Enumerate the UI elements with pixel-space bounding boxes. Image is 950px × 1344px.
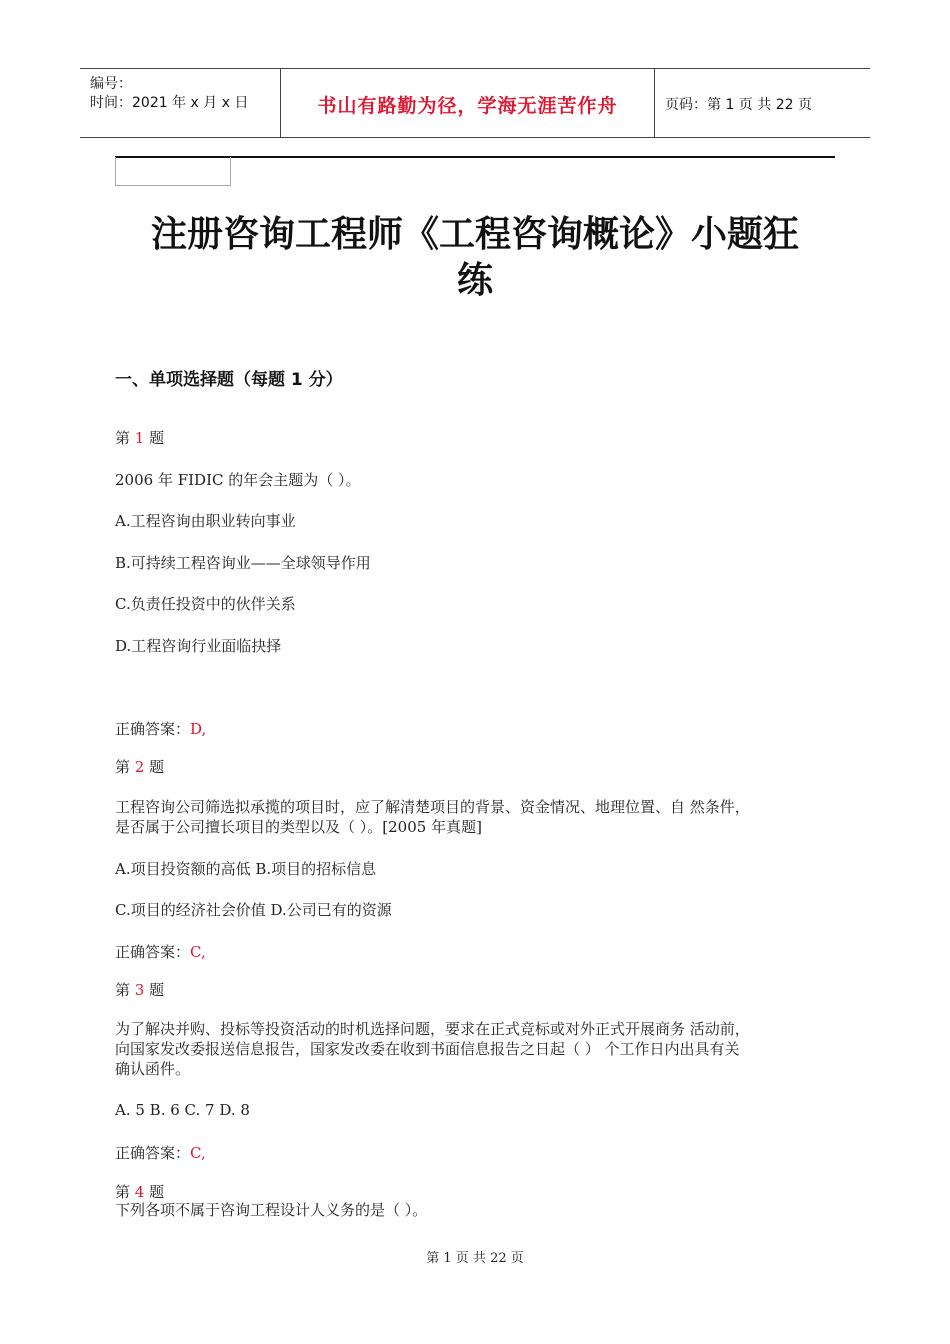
option-item: A.项目投资额的高低 B.项目的招标信息 <box>115 860 377 878</box>
time-label: 时间：2021 年 x 月 x 日 <box>90 95 249 111</box>
document-header <box>80 68 870 138</box>
answer-line: 正确答案：C, <box>115 1144 206 1162</box>
question-stem: 为了解决并购、投标等投资活动的时机选择问题，要求在正式竞标或对外正式开展商务 活动前， 向国家发改委报送信息报告，国家发改委在收到书面信息报告之日起（ ） 个工作日内出具有关 确认函件。 <box>115 1020 750 1078</box>
answer-line: 正确答案：C, <box>115 943 206 961</box>
header-info-cell <box>80 69 281 137</box>
question-number: 第 4 题 <box>115 1183 165 1201</box>
option-item: D.工程咨询行业面临抉择 <box>115 637 282 655</box>
answer-line: 正确答案：D, <box>115 720 207 738</box>
answer-value: C, <box>190 943 206 961</box>
page-title-line2: 练 <box>456 260 493 301</box>
number-label: 编号： <box>90 76 132 92</box>
motto-text: 书山有路勤为径，学海无涯苦作舟 <box>317 95 618 117</box>
option-item: A. 5 B. 6 C. 7 D. 8 <box>115 1101 250 1119</box>
page-title <box>100 212 850 304</box>
question-stem: 工程咨询公司筛选拟承揽的项目时，应了解清楚项目的背景、资金情况、地理位置、自 然条件， 是否属于公司擅长项目的类型以及（ ）。[2005 年真题] <box>115 798 750 836</box>
question-stem: 2006 年 FIDIC 的年会主题为（ ）。 <box>115 471 361 489</box>
header-motto-cell <box>281 69 655 137</box>
question-number: 第 3 题 <box>115 981 165 999</box>
question-number: 第 2 题 <box>115 758 165 776</box>
page-label: 页码：第 1 页 共 22 页 <box>665 97 812 113</box>
option-item: C.负责任投资中的伙伴关系 <box>115 595 296 613</box>
decorative-box <box>115 157 231 186</box>
option-item: C.项目的经济社会价值 D.公司已有的资源 <box>115 901 392 919</box>
section-heading: 一、单项选择题（每题 1 分） <box>115 370 343 390</box>
question-number: 第 1 题 <box>115 429 165 447</box>
answer-value: D, <box>190 720 207 738</box>
option-item: B.可持续工程咨询业——全球领导作用 <box>115 554 371 572</box>
answer-value: C, <box>190 1144 206 1162</box>
option-item: A.工程咨询由职业转向事业 <box>115 512 296 530</box>
question-stem: 下列各项不属于咨询工程设计人义务的是（ ）。 <box>115 1201 428 1219</box>
page-title-line1: 注册咨询工程师《工程咨询概论》小题狂 <box>150 214 799 255</box>
header-page-cell <box>655 69 870 137</box>
page-footer: 第 1 页 共 22 页 <box>426 1251 524 1266</box>
